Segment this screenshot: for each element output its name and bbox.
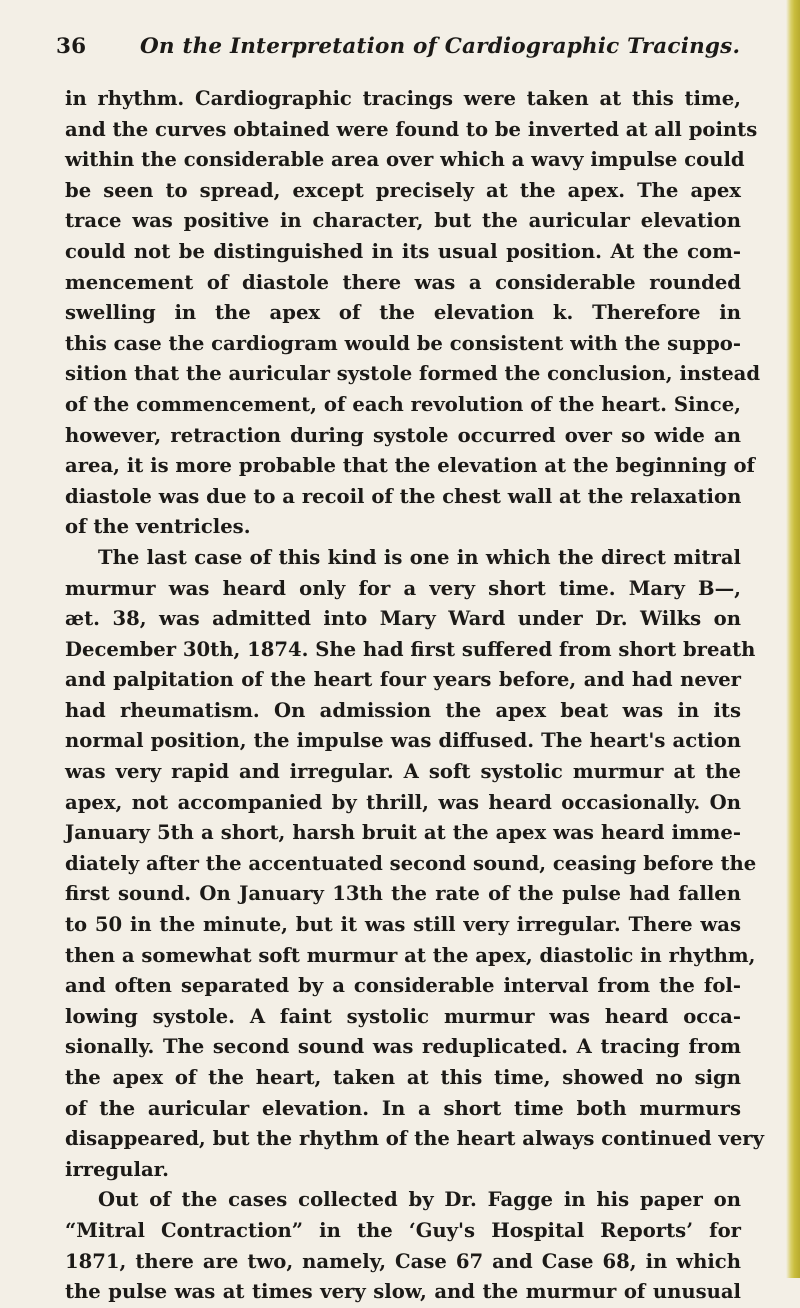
running-title: On the Interpretation of Cardiographic Tracings. <box>140 34 741 59</box>
text-line: diately after the accentuated second sound, ceasing before the <box>65 851 757 875</box>
text-line: “Mitral Contraction” in the ‘Guy's Hospital Reports’ for <box>65 1218 741 1242</box>
text-line: mencement of diastole there was a considerable rounded <box>65 270 741 294</box>
text-line: to 50 in the minute, but it was still very irregular. There was <box>65 913 741 937</box>
text-line: the pulse was at times very slow, and the murmur of unusual <box>65 1280 741 1304</box>
text-line: and the curves obtained were found to be inverted at all points <box>65 117 758 141</box>
text-line: and palpitation of the heart four years before, and had never <box>65 668 741 692</box>
text-line: however, retraction during systole occurred over so wide an <box>65 423 741 447</box>
text-line: sionally. The second sound was reduplicated. A tracing from <box>65 1035 741 1059</box>
text-line: January 5th a short, harsh bruit at the apex was heard imme- <box>65 821 741 845</box>
body-text <box>65 84 764 1308</box>
text-line: sition that the auricular systole formed the conclusion, instead <box>65 362 761 386</box>
text-line: disappeared, but the rhythm of the heart always continued very <box>65 1127 764 1151</box>
text-line: lowing systole. A faint systolic murmur was heard occa- <box>65 1004 741 1028</box>
page-number: 36 <box>56 34 87 59</box>
text-line: was very rapid and irregular. A soft systolic murmur at the <box>65 760 741 784</box>
text-line: had rheumatism. On admission the apex beat was in its <box>65 698 741 722</box>
text-line: apex, not accompanied by thrill, was heard occasionally. On <box>65 790 741 814</box>
text-line: swelling in the apex of the elevation k. Therefore in <box>65 301 741 325</box>
text-line: this case the cardiogram would be consistent with the suppo- <box>65 331 741 355</box>
text-line: could not be distinguished in its usual position. At the com- <box>65 239 741 263</box>
text-line: 1871, there are two, namely, Case 67 and Case 68, in which <box>65 1249 741 1273</box>
text-line: normal position, the impulse was diffused. The heart's action <box>65 729 741 753</box>
text-line: then a somewhat soft murmur at the apex, diastolic in rhythm, <box>65 943 756 967</box>
text-line: of the auricular elevation. In a short time both murmurs <box>65 1096 741 1120</box>
text-line: irregular. <box>65 1157 169 1181</box>
text-line: of the ventricles. <box>65 515 251 539</box>
text-line: in rhythm. Cardiographic tracings were taken at this time, <box>65 87 741 110</box>
running-header <box>56 34 756 64</box>
text-line: area, it is more probable that the elevation at the beginning of <box>65 454 755 478</box>
text-line: December 30th, 1874. She had first suffered from short breath <box>65 637 756 661</box>
text-line: be seen to spread, except precisely at the apex. The apex <box>65 178 741 202</box>
text-line: of the commencement, of each revolution of the heart. Since, <box>65 392 741 416</box>
text-line: murmur was heard only for a very short time. Mary B—, <box>65 576 741 600</box>
text-line: diastole was due to a recoil of the chest wall at the relaxation <box>65 484 742 508</box>
text-line: the apex of the heart, taken at this time, showed no sign <box>65 1066 741 1089</box>
page-edge <box>786 0 800 1278</box>
text-line: trace was positive in character, but the auricular elevation <box>65 209 741 233</box>
text-line: and often separated by a considerable interval from the fol- <box>65 974 741 998</box>
text-line: æt. 38, was admitted into Mary Ward under Dr. Wilks on <box>65 607 741 631</box>
text-line: first sound. On January 13th the rate of the pulse had fallen <box>65 882 741 906</box>
text-line: The last case of this kind is one in which the direct mitral <box>98 545 741 569</box>
text-line: within the considerable area over which a wavy impulse could <box>65 148 745 172</box>
text-line: Out of the cases collected by Dr. Fagge in his paper on <box>98 1188 741 1212</box>
